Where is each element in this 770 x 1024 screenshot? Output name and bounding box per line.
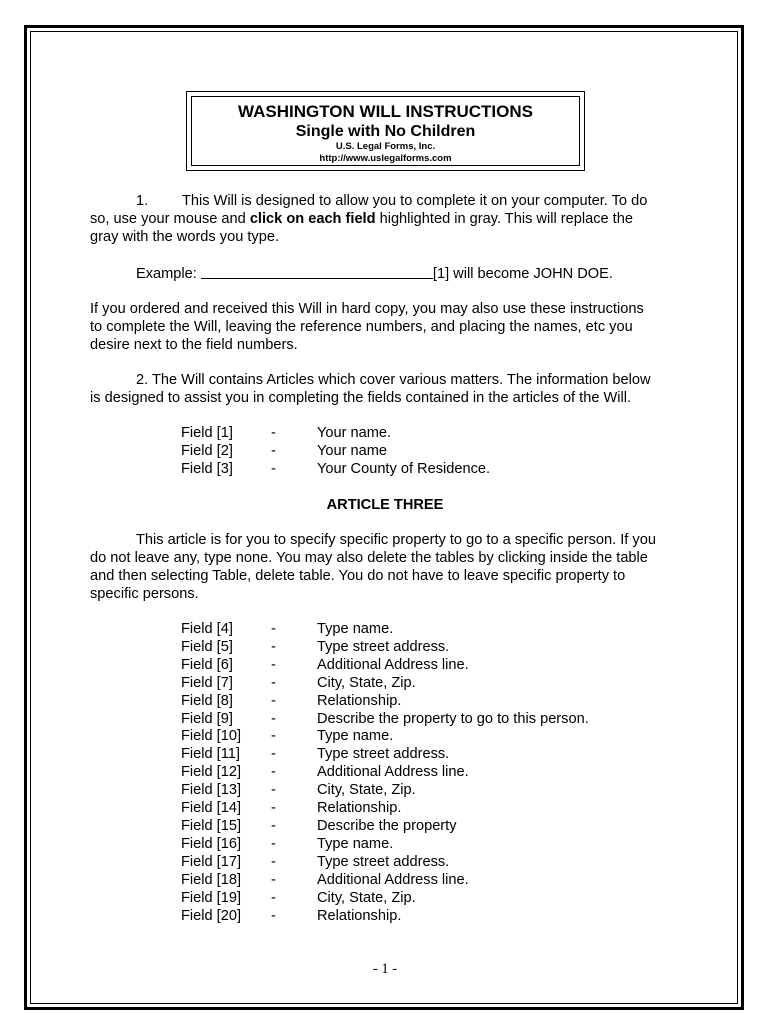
- field-label: Field [13]: [181, 782, 242, 799]
- publisher-url[interactable]: http://www.uslegalforms.com: [319, 153, 452, 164]
- field-label: Field [5]: [181, 638, 233, 655]
- article-paragraph-line: and then selecting Table, delete table. You do not have to leave specific property to: [90, 568, 626, 584]
- field-description: Type street address.: [317, 638, 450, 655]
- field-row: [181, 890, 589, 908]
- field-list-b: [181, 621, 589, 925]
- field-description: Additional Address line.: [317, 764, 469, 781]
- article-paragraph: [90, 531, 690, 603]
- title-box: [191, 96, 580, 166]
- field-row: [181, 621, 589, 639]
- field-list-a: [181, 425, 490, 479]
- field-row: [181, 443, 490, 461]
- paragraph-2: [90, 371, 690, 407]
- paragraph-1-line-3: gray with the words you type.: [90, 229, 279, 245]
- paragraph-1-line-1: This Will is designed to allow you to complete it on your computer. To do: [182, 193, 648, 209]
- field-dash: -: [271, 460, 276, 477]
- hardcopy-paragraph: [90, 300, 690, 354]
- field-label: Field [7]: [181, 674, 233, 691]
- field-description: Describe the property: [317, 817, 457, 834]
- field-label: Field [9]: [181, 710, 233, 727]
- field-description: City, State, Zip.: [317, 889, 416, 906]
- field-dash: -: [271, 692, 276, 709]
- field-label: Field [12]: [181, 764, 242, 781]
- field-dash: -: [271, 442, 276, 459]
- field-row: [181, 711, 589, 729]
- field-row: [181, 908, 589, 926]
- field-dash: -: [271, 871, 276, 888]
- field-label: Field [11]: [181, 746, 240, 763]
- field-description: Additional Address line.: [317, 871, 469, 888]
- field-description: City, State, Zip.: [317, 782, 416, 799]
- field-dash: -: [271, 800, 276, 817]
- paragraph-1-line-2b: highlighted in gray. This will replace the: [375, 211, 633, 227]
- field-dash: -: [271, 889, 276, 906]
- field-label: Field [2]: [181, 442, 233, 459]
- article-paragraph-line: specific persons.: [90, 586, 199, 602]
- field-label: Field [16]: [181, 835, 242, 852]
- field-description: Your name: [317, 442, 388, 459]
- field-dash: -: [271, 425, 276, 441]
- field-label: Field [3]: [181, 460, 233, 477]
- field-row: [181, 764, 589, 782]
- field-description: Your name.: [317, 425, 392, 441]
- field-label: Field [4]: [181, 621, 233, 637]
- field-dash: -: [271, 728, 276, 745]
- field-row: [181, 836, 589, 854]
- field-row: [181, 728, 589, 746]
- field-description: Type name.: [317, 835, 394, 852]
- example-line: [90, 264, 690, 283]
- field-row: [181, 639, 589, 657]
- field-dash: -: [271, 638, 276, 655]
- field-label: Field [14]: [181, 800, 242, 817]
- paragraph-1-number: 1.: [136, 193, 149, 209]
- field-row: [181, 425, 490, 443]
- field-description: Type street address.: [317, 746, 450, 763]
- field-dash: -: [271, 907, 276, 924]
- field-row: [181, 746, 589, 764]
- field-row: [181, 818, 589, 836]
- document-title: WASHINGTON WILL INSTRUCTIONS: [238, 102, 533, 121]
- field-row: [181, 872, 589, 890]
- hardcopy-line: desire next to the field numbers.: [90, 337, 298, 353]
- field-row: [181, 693, 589, 711]
- field-dash: -: [271, 746, 276, 763]
- paragraph-1: [90, 192, 690, 246]
- article-heading: ARTICLE THREE: [326, 497, 444, 513]
- field-label: Field [19]: [181, 889, 242, 906]
- hardcopy-line: to complete the Will, leaving the reference numbers, and placing the names, etc you: [90, 319, 633, 335]
- field-description: City, State, Zip.: [317, 674, 416, 691]
- field-description: Describe the property to go to this person.: [317, 710, 589, 727]
- field-row: [181, 675, 589, 693]
- field-label: Field [8]: [181, 692, 233, 709]
- field-row: [181, 800, 589, 818]
- field-label: Field [18]: [181, 871, 242, 888]
- example-result: [1] will become JOHN DOE.: [432, 266, 613, 282]
- field-description: Type street address.: [317, 853, 450, 870]
- field-row: [181, 854, 589, 872]
- field-description: Type name.: [317, 621, 394, 637]
- field-dash: -: [271, 656, 276, 673]
- field-description: Your County of Residence.: [317, 460, 491, 477]
- field-description: Relationship.: [317, 800, 402, 817]
- field-dash: -: [271, 674, 276, 691]
- field-row: [181, 657, 589, 675]
- paragraph-2-line-1: 2. The Will contains Articles which cover various matters. The information below: [136, 372, 651, 388]
- article-paragraph-line: do not leave any, type none. You may also delete the tables by clicking inside the table: [90, 550, 648, 566]
- hardcopy-line: If you ordered and received this Will in hard copy, you may also use these instructions: [90, 301, 644, 317]
- field-row: [181, 461, 490, 479]
- paragraph-1-bold-phrase: click on each field: [249, 211, 376, 227]
- field-label: Field [1]: [181, 425, 233, 441]
- field-label: Field [20]: [181, 907, 242, 924]
- field-dash: -: [271, 817, 276, 834]
- field-description: Relationship.: [317, 907, 402, 924]
- field-description: Relationship.: [317, 692, 402, 709]
- field-dash: -: [271, 621, 276, 637]
- field-row: [181, 782, 589, 800]
- field-dash: -: [271, 782, 276, 799]
- field-dash: -: [271, 835, 276, 852]
- field-label: Field [10]: [181, 728, 242, 745]
- article-paragraph-line: This article is for you to specify specific property to go to a specific person. If you: [136, 532, 656, 548]
- field-label: Field [17]: [181, 853, 242, 870]
- field-dash: -: [271, 764, 276, 781]
- page-number: - 1 -: [372, 961, 398, 977]
- field-description: Additional Address line.: [317, 656, 469, 673]
- example-blank-field[interactable]: [201, 264, 433, 279]
- field-label: Field [15]: [181, 817, 242, 834]
- example-label: Example:: [136, 266, 197, 282]
- field-label: Field [6]: [181, 656, 233, 673]
- field-dash: -: [271, 710, 276, 727]
- document-subtitle: Single with No Children: [295, 123, 476, 140]
- publisher-name: U.S. Legal Forms, Inc.: [335, 141, 436, 152]
- paragraph-1-line-2a: so, use your mouse and: [90, 211, 250, 227]
- field-description: Type name.: [317, 728, 394, 745]
- field-dash: -: [271, 853, 276, 870]
- paragraph-2-line-2: is designed to assist you in completing the fields contained in the articles of the Will.: [90, 390, 632, 406]
